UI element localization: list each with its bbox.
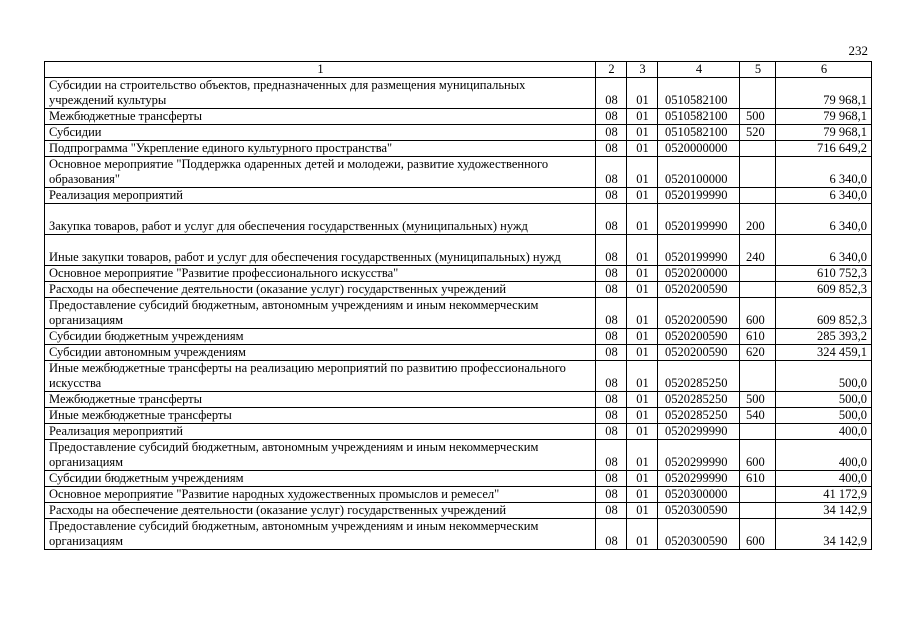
row-name-cell: Субсидии бюджетным учреждениям — [45, 329, 596, 345]
amount-cell: 400,0 — [776, 440, 872, 471]
table-body — [45, 78, 872, 550]
subsection-code-cell: 01 — [627, 361, 658, 392]
section-code-cell: 08 — [596, 519, 627, 550]
target-article-cell: 0520200590 — [658, 298, 740, 329]
section-code-cell: 08 — [596, 125, 627, 141]
section-code-cell: 08 — [596, 78, 627, 109]
subsection-code-cell: 01 — [627, 157, 658, 188]
target-article-cell: 0520299990 — [658, 471, 740, 487]
amount-cell: 34 142,9 — [776, 503, 872, 519]
table-row — [45, 141, 872, 157]
amount-cell: 400,0 — [776, 471, 872, 487]
table-row — [45, 329, 872, 345]
row-name-cell: Субсидии бюджетным учреждениям — [45, 471, 596, 487]
target-article-cell: 0510582100 — [658, 78, 740, 109]
table-row — [45, 157, 872, 188]
expense-type-cell: 600 — [740, 440, 776, 471]
row-name-cell: Предоставление субсидий бюджетным, автономным учреждениям и иным некоммерческим организациям — [45, 298, 596, 329]
row-name-cell: Иные межбюджетные трансферты на реализацию мероприятий по развитию профессионального искусства — [45, 361, 596, 392]
amount-cell: 500,0 — [776, 408, 872, 424]
expense-type-cell — [740, 361, 776, 392]
column-header: 4 — [658, 62, 740, 78]
row-name-cell: Основное мероприятие "Развитие народных художественных промыслов и ремесел" — [45, 487, 596, 503]
column-header: 3 — [627, 62, 658, 78]
expense-type-cell: 600 — [740, 298, 776, 329]
section-code-cell: 08 — [596, 329, 627, 345]
amount-cell: 716 649,2 — [776, 141, 872, 157]
expense-type-cell: 520 — [740, 125, 776, 141]
amount-cell: 400,0 — [776, 424, 872, 440]
table-row — [45, 440, 872, 471]
table-row — [45, 345, 872, 361]
section-code-cell: 08 — [596, 204, 627, 235]
column-header: 1 — [45, 62, 596, 78]
row-name-cell: Субсидии на строительство объектов, предназначенных для размещения муниципальных учреждений культуры — [45, 78, 596, 109]
section-code-cell: 08 — [596, 188, 627, 204]
amount-cell: 79 968,1 — [776, 78, 872, 109]
table-header-row — [45, 62, 872, 78]
target-article-cell: 0520100000 — [658, 157, 740, 188]
section-code-cell: 08 — [596, 282, 627, 298]
target-article-cell: 0510582100 — [658, 109, 740, 125]
subsection-code-cell: 01 — [627, 487, 658, 503]
target-article-cell: 0520199990 — [658, 235, 740, 266]
target-article-cell: 0520199990 — [658, 204, 740, 235]
row-name-cell: Закупка товаров, работ и услуг для обеспечения государственных (муниципальных) нужд — [45, 204, 596, 235]
table-row — [45, 408, 872, 424]
row-name-cell: Предоставление субсидий бюджетным, автономным учреждениям и иным некоммерческим организациям — [45, 519, 596, 550]
amount-cell: 79 968,1 — [776, 109, 872, 125]
section-code-cell: 08 — [596, 298, 627, 329]
subsection-code-cell: 01 — [627, 188, 658, 204]
row-name-cell: Межбюджетные трансферты — [45, 109, 596, 125]
table-row — [45, 487, 872, 503]
budget-table — [44, 61, 872, 550]
amount-cell: 6 340,0 — [776, 204, 872, 235]
section-code-cell: 08 — [596, 392, 627, 408]
subsection-code-cell: 01 — [627, 329, 658, 345]
amount-cell: 500,0 — [776, 392, 872, 408]
table-row — [45, 471, 872, 487]
row-name-cell: Субсидии — [45, 125, 596, 141]
expense-type-cell: 540 — [740, 408, 776, 424]
table-row — [45, 188, 872, 204]
subsection-code-cell: 01 — [627, 424, 658, 440]
expense-type-cell: 620 — [740, 345, 776, 361]
row-name-cell: Иные закупки товаров, работ и услуг для обеспечения государственных (муниципальных) нужд — [45, 235, 596, 266]
page-number: 232 — [848, 43, 868, 58]
target-article-cell: 0520300000 — [658, 487, 740, 503]
amount-cell: 34 142,9 — [776, 519, 872, 550]
target-article-cell: 0520285250 — [658, 361, 740, 392]
target-article-cell: 0520200000 — [658, 266, 740, 282]
subsection-code-cell: 01 — [627, 141, 658, 157]
target-article-cell: 0520299990 — [658, 424, 740, 440]
table-row — [45, 282, 872, 298]
row-name-cell: Иные межбюджетные трансферты — [45, 408, 596, 424]
row-name-cell: Расходы на обеспечение деятельности (оказание услуг) государственных учреждений — [45, 282, 596, 298]
section-code-cell: 08 — [596, 109, 627, 125]
amount-cell: 609 852,3 — [776, 298, 872, 329]
section-code-cell: 08 — [596, 235, 627, 266]
expense-type-cell — [740, 424, 776, 440]
table-row — [45, 125, 872, 141]
expense-type-cell: 200 — [740, 204, 776, 235]
expense-type-cell — [740, 141, 776, 157]
subsection-code-cell: 01 — [627, 519, 658, 550]
section-code-cell: 08 — [596, 503, 627, 519]
subsection-code-cell: 01 — [627, 78, 658, 109]
subsection-code-cell: 01 — [627, 235, 658, 266]
row-name-cell: Межбюджетные трансферты — [45, 392, 596, 408]
row-name-cell: Подпрограмма "Укрепление единого культурного пространства" — [45, 141, 596, 157]
target-article-cell: 0520200590 — [658, 282, 740, 298]
expense-type-cell — [740, 266, 776, 282]
subsection-code-cell: 01 — [627, 345, 658, 361]
target-article-cell: 0520200590 — [658, 329, 740, 345]
amount-cell: 79 968,1 — [776, 125, 872, 141]
expense-type-cell — [740, 78, 776, 109]
table-row — [45, 361, 872, 392]
row-name-cell: Расходы на обеспечение деятельности (оказание услуг) государственных учреждений — [45, 503, 596, 519]
target-article-cell: 0520000000 — [658, 141, 740, 157]
table-row — [45, 298, 872, 329]
row-name-cell: Субсидии автономным учреждениям — [45, 345, 596, 361]
subsection-code-cell: 01 — [627, 503, 658, 519]
subsection-code-cell: 01 — [627, 408, 658, 424]
column-header: 2 — [596, 62, 627, 78]
amount-cell: 324 459,1 — [776, 345, 872, 361]
expense-type-cell — [740, 282, 776, 298]
subsection-code-cell: 01 — [627, 125, 658, 141]
expense-type-cell: 240 — [740, 235, 776, 266]
column-header: 5 — [740, 62, 776, 78]
table-row — [45, 109, 872, 125]
section-code-cell: 08 — [596, 424, 627, 440]
expense-type-cell: 500 — [740, 109, 776, 125]
row-name-cell: Предоставление субсидий бюджетным, автономным учреждениям и иным некоммерческим организациям — [45, 440, 596, 471]
section-code-cell: 08 — [596, 141, 627, 157]
expense-type-cell: 610 — [740, 329, 776, 345]
subsection-code-cell: 01 — [627, 392, 658, 408]
target-article-cell: 0520299990 — [658, 440, 740, 471]
subsection-code-cell: 01 — [627, 471, 658, 487]
expense-type-cell — [740, 503, 776, 519]
table-row — [45, 392, 872, 408]
table-row — [45, 519, 872, 550]
table-row — [45, 235, 872, 266]
row-name-cell: Основное мероприятие "Развитие профессионального искусства" — [45, 266, 596, 282]
expense-type-cell — [740, 188, 776, 204]
target-article-cell: 0520199990 — [658, 188, 740, 204]
table-row — [45, 266, 872, 282]
amount-cell: 609 852,3 — [776, 282, 872, 298]
amount-cell: 41 172,9 — [776, 487, 872, 503]
expense-type-cell: 500 — [740, 392, 776, 408]
amount-cell: 6 340,0 — [776, 157, 872, 188]
expense-type-cell: 600 — [740, 519, 776, 550]
section-code-cell: 08 — [596, 487, 627, 503]
table-row — [45, 78, 872, 109]
amount-cell: 6 340,0 — [776, 235, 872, 266]
amount-cell: 285 393,2 — [776, 329, 872, 345]
amount-cell: 610 752,3 — [776, 266, 872, 282]
row-name-cell: Реализация мероприятий — [45, 188, 596, 204]
section-code-cell: 08 — [596, 266, 627, 282]
subsection-code-cell: 01 — [627, 298, 658, 329]
target-article-cell: 0520300590 — [658, 503, 740, 519]
section-code-cell: 08 — [596, 345, 627, 361]
row-name-cell: Основное мероприятие "Поддержка одаренных детей и молодежи, развитие художественного образования" — [45, 157, 596, 188]
target-article-cell: 0520200590 — [658, 345, 740, 361]
target-article-cell: 0510582100 — [658, 125, 740, 141]
table-row — [45, 503, 872, 519]
target-article-cell: 0520300590 — [658, 519, 740, 550]
target-article-cell: 0520285250 — [658, 392, 740, 408]
expense-type-cell: 610 — [740, 471, 776, 487]
section-code-cell: 08 — [596, 440, 627, 471]
amount-cell: 6 340,0 — [776, 188, 872, 204]
target-article-cell: 0520285250 — [658, 408, 740, 424]
table-row — [45, 424, 872, 440]
subsection-code-cell: 01 — [627, 266, 658, 282]
amount-cell: 500,0 — [776, 361, 872, 392]
expense-type-cell — [740, 157, 776, 188]
column-header: 6 — [776, 62, 872, 78]
table-row — [45, 204, 872, 235]
subsection-code-cell: 01 — [627, 440, 658, 471]
section-code-cell: 08 — [596, 157, 627, 188]
section-code-cell: 08 — [596, 408, 627, 424]
row-name-cell: Реализация мероприятий — [45, 424, 596, 440]
expense-type-cell — [740, 487, 776, 503]
section-code-cell: 08 — [596, 471, 627, 487]
subsection-code-cell: 01 — [627, 282, 658, 298]
subsection-code-cell: 01 — [627, 109, 658, 125]
subsection-code-cell: 01 — [627, 204, 658, 235]
section-code-cell: 08 — [596, 361, 627, 392]
